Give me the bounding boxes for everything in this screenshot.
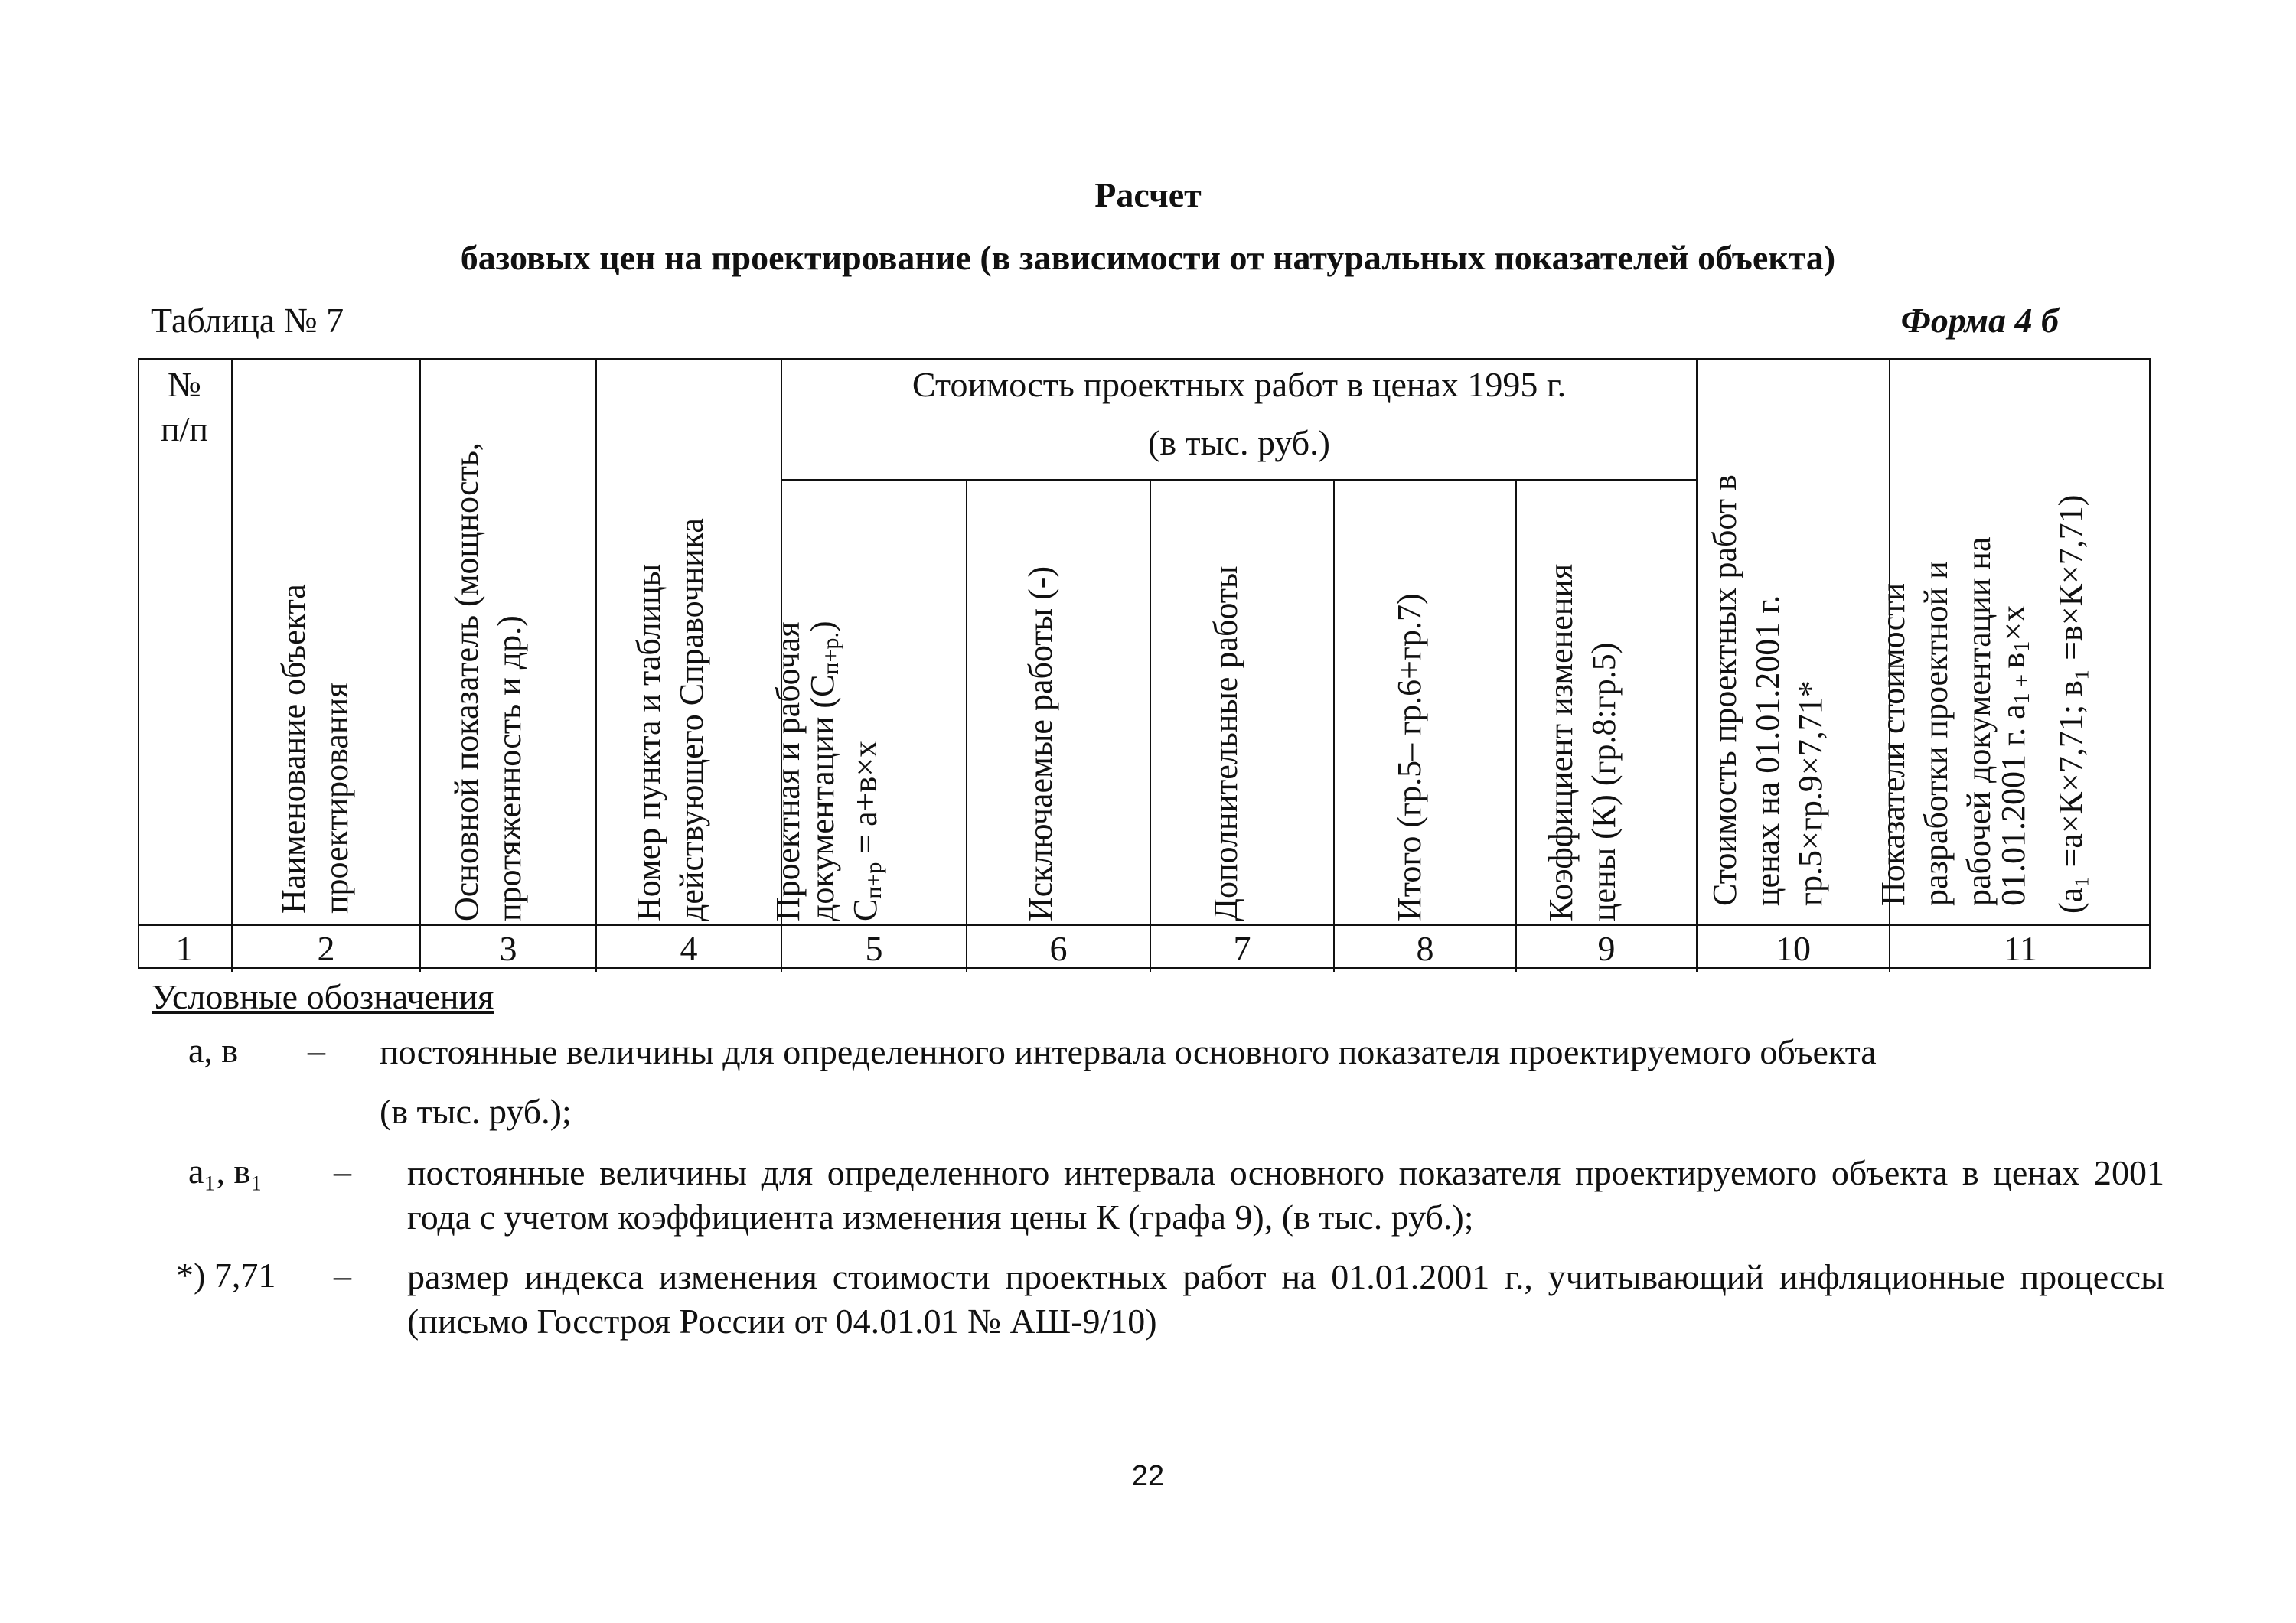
- header-col-3-line1: Основной показатель (мощность,: [448, 442, 485, 921]
- column-number: 4: [595, 926, 781, 972]
- header-col-6: [966, 479, 1150, 924]
- column-number: 6: [966, 926, 1150, 972]
- legend-dash: –: [334, 1152, 351, 1191]
- header-col-10-line1: Стоимость проектных работ в: [1706, 474, 1743, 906]
- column-number: 3: [419, 926, 595, 972]
- legend-text: постоянные величины для определенного интервала основного показателя проектируемого объекта: [380, 1032, 1877, 1071]
- header-col-4-line1: Номер пункта и таблицы: [630, 563, 667, 921]
- header-col-2-line1: Наименование объекта: [275, 584, 312, 914]
- document-subtitle: базовых цен на проектирование (в зависимости от натуральных показателей объекта): [460, 238, 1836, 277]
- header-col-5-line2: документации $(С_{п+р.})$: [804, 621, 843, 921]
- header-col-2: [231, 358, 419, 924]
- column-number: 2: [231, 926, 419, 972]
- legend-text: постоянные величины для определенного интервала основного показателя проектируемого объекта в ценах 2001 года с учетом коэффициента изменения цены К (графа 9), (в тыс. руб.);: [407, 1153, 2164, 1237]
- legend-key: а, в: [188, 1031, 239, 1070]
- column-number: 11: [1889, 926, 2151, 972]
- header-col-5: [769, 479, 966, 924]
- header-col-7: [1150, 479, 1333, 924]
- header-col-5-line1: Проектная и рабочая: [769, 621, 807, 921]
- legend-key: а₁, в₁: [188, 1152, 263, 1191]
- column-number: 10: [1696, 926, 1889, 972]
- legend-text-cont: (в тыс. руб.);: [380, 1092, 572, 1131]
- header-col-3-line2: протяженность и др.): [491, 615, 528, 921]
- header-col-8: [1333, 479, 1515, 924]
- header-col-11-line4: 01.01.2001 г. $а_{1 +}$ $в_1\times х$: [1994, 605, 2034, 906]
- legend-dash: –: [308, 1031, 325, 1070]
- header-col-7-text: Дополнительные работы: [1207, 565, 1244, 921]
- document-title: Расчет: [1094, 175, 1202, 214]
- header-col-6-text: Исключаемые работы (-): [1022, 565, 1059, 921]
- header-col-10: [1696, 358, 1889, 924]
- legend-dash: –: [334, 1256, 351, 1295]
- header-col-9-line1: Коэффициент изменения: [1542, 563, 1580, 921]
- header-col-1-line2: п/п: [160, 409, 208, 448]
- header-col-11-line2: разработки проектной и: [1917, 561, 1955, 906]
- header-col-5-line3: $С_{п+р} = а+в\times х$: [846, 740, 886, 921]
- header-col-10-line3: гр.5×гр.9×7,71*: [1792, 680, 1829, 906]
- header-col-2-line2: проектирования: [318, 682, 355, 914]
- legend-text: размер индекса изменения стоимости проектных работ на 01.01.2001 г., учитывающий инфляционные процессы (письмо Госстроя России от 04.01.01 № АШ-9/10): [407, 1257, 2164, 1341]
- header-col-11-line3: рабочей документации на: [1960, 536, 1998, 906]
- header-col-9-line2: цены (К) (гр.8:гр.5): [1585, 642, 1623, 921]
- header-col-3: [419, 358, 595, 924]
- header-col-4: [595, 358, 781, 924]
- column-number-row: [138, 924, 2151, 969]
- header-col-11: [1874, 358, 2151, 924]
- header-col-11-line1: Показатели стоимости: [1874, 582, 1912, 906]
- header-col-11-line5: (а₁ =а×К×7,71; в₁ =в×К×7,71): [2052, 494, 2089, 914]
- table-label: Таблица № 7: [151, 301, 344, 340]
- calculation-table: [138, 358, 2151, 969]
- header-col-10-line2: ценах на 01.01.2001 г.: [1749, 595, 1786, 906]
- header-col-4-line2: действующего Справочника: [673, 518, 710, 921]
- legend-title: Условные обозначения: [152, 977, 494, 1016]
- header-group-cost-1995: [781, 358, 1696, 479]
- form-label: Форма 4 б: [1900, 301, 2059, 340]
- header-col-1: [138, 358, 231, 924]
- header-col-8-text: Итого (гр.5– гр.6+гр.7): [1391, 593, 1428, 921]
- column-number: 9: [1515, 926, 1696, 972]
- page-number: 22: [1131, 1460, 1165, 1492]
- header-col-9: [1515, 479, 1696, 924]
- column-number: 5: [781, 926, 966, 972]
- column-number: 7: [1150, 926, 1333, 972]
- header-col-1-line1: №: [168, 365, 201, 404]
- group-header-line1: Стоимость проектных работ в ценах 1995 г.: [912, 365, 1567, 404]
- group-header-line2: (в тыс. руб.): [1148, 423, 1330, 462]
- column-number: 1: [175, 929, 194, 968]
- column-number: 8: [1333, 926, 1515, 972]
- legend-key: *) 7,71: [176, 1256, 276, 1295]
